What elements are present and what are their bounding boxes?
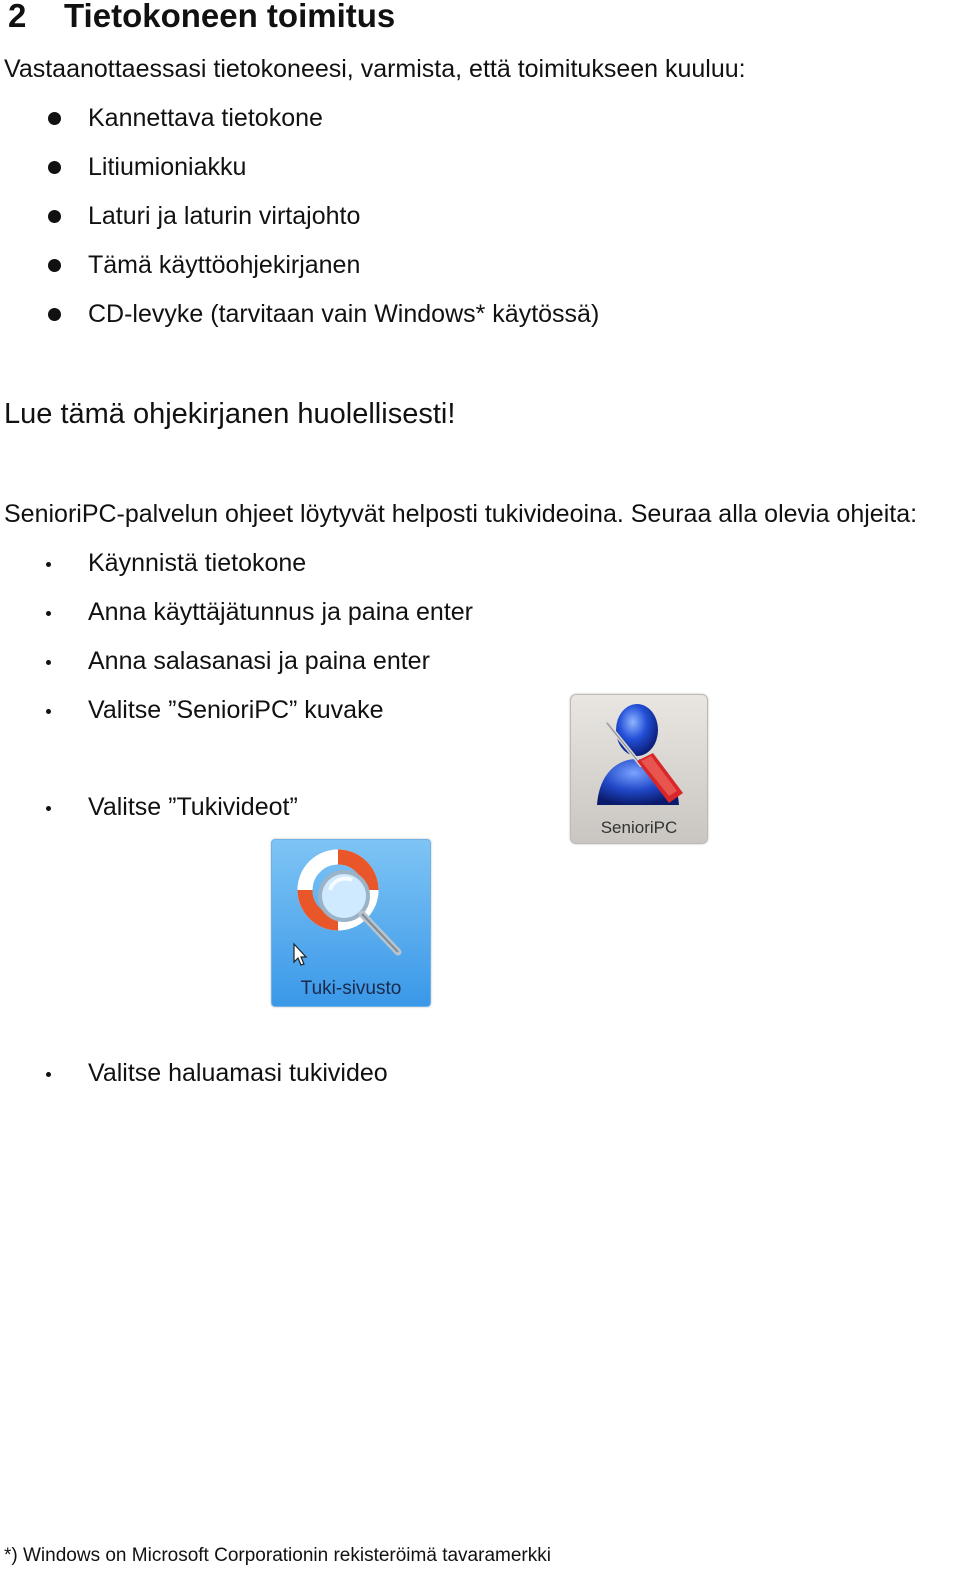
delivery-item: Tämä käyttöohjekirjanen	[88, 251, 361, 279]
bullet-icon	[48, 210, 61, 223]
step-item: Valitse ”SenioriPC” kuvake	[88, 696, 384, 724]
footnote: *) Windows on Microsoft Corporationin rekisteröimä tavaramerkki	[4, 1545, 551, 1566]
bullet-icon	[46, 611, 51, 616]
bullet-icon	[46, 1072, 51, 1077]
delivery-item: CD-levyke (tarvitaan vain Windows* käytössä)	[88, 300, 600, 328]
step-item: Käynnistä tietokone	[88, 549, 307, 577]
guide-intro: SenioriPC-palvelun ohjeet löytyvät helposti tukivideoina. Seuraa alla olevia ohjeita:	[4, 500, 918, 528]
bullet-icon	[46, 806, 51, 811]
tuki-sivusto-icon[interactable]	[271, 839, 431, 1007]
step-item: Anna salasanasi ja paina enter	[88, 647, 430, 675]
step-item: Anna käyttäjätunnus ja paina enter	[88, 598, 473, 626]
delivery-item: Litiumioniakku	[88, 153, 247, 181]
intro-text: Vastaanottaessasi tietokoneesi, varmista, että toimitukseen kuuluu:	[4, 55, 746, 83]
delivery-item: Laturi ja laturin virtajohto	[88, 202, 361, 230]
step-item: Valitse haluamasi tukivideo	[88, 1059, 388, 1087]
read-note: Lue tämä ohjekirjanen huolellisesti!	[4, 398, 456, 430]
bullet-icon	[48, 112, 61, 125]
page-title	[8, 0, 395, 36]
bullet-icon	[48, 308, 61, 321]
section-number: 2	[8, 0, 27, 34]
tuki-sivusto-label: Tuki-sivusto	[300, 978, 402, 999]
bullet-icon	[48, 161, 61, 174]
bullet-icon	[46, 660, 51, 665]
bullet-icon	[46, 709, 51, 714]
bullet-icon	[48, 259, 61, 272]
section-title: Tietokoneen toimitus	[64, 0, 396, 34]
seniori-pc-label: SenioriPC	[600, 818, 678, 837]
seniori-pc-icon[interactable]	[570, 694, 708, 844]
bullet-icon	[46, 562, 51, 567]
step-item: Valitse ”Tukivideot”	[88, 793, 298, 821]
delivery-item: Kannettava tietokone	[88, 104, 323, 132]
